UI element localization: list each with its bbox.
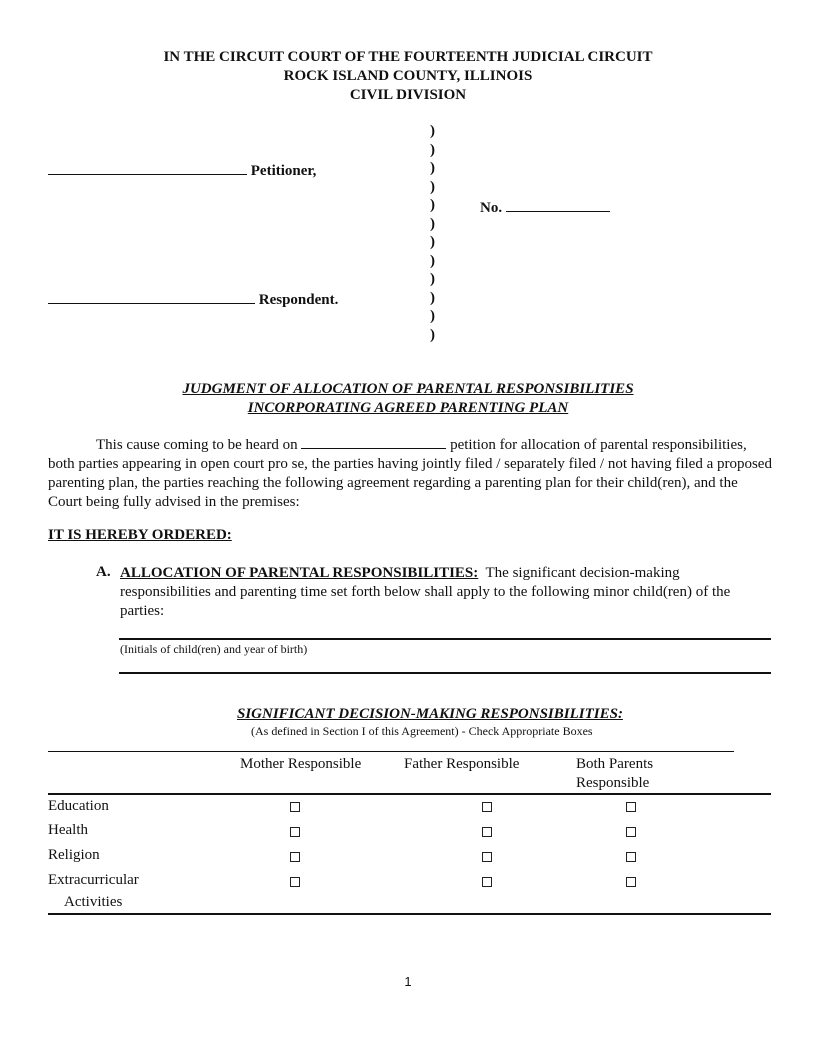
checkbox-religion-father[interactable]	[482, 852, 492, 862]
county-name: ROCK ISLAND COUNTY, ILLINOIS	[283, 68, 533, 84]
table-bottom-rule	[48, 913, 771, 915]
document-title-line2: INCORPORATING AGREED PARENTING PLAN	[247, 400, 569, 416]
checkbox-religion-mother[interactable]	[290, 852, 300, 862]
column-father: Father Responsible	[404, 756, 520, 772]
decision-table-title: SIGNIFICANT DECISION-MAKING RESPONSIBILITIES:	[237, 706, 623, 722]
row-label-health: Health	[48, 822, 88, 838]
document-title-line1: JUDGMENT OF ALLOCATION OF PARENTAL RESPONSIBILITIES	[182, 381, 634, 397]
checkbox-extracurricular-father[interactable]	[482, 877, 492, 887]
checkbox-education-both[interactable]	[626, 802, 636, 812]
petitioner-name-field[interactable]	[48, 160, 247, 175]
ordered-heading: IT IS HEREBY ORDERED:	[48, 527, 232, 543]
checkbox-education-mother[interactable]	[290, 802, 300, 812]
children-caption: (Initials of child(ren) and year of birth)	[120, 642, 308, 656]
checkbox-health-mother[interactable]	[290, 827, 300, 837]
children-entry-line[interactable]	[119, 638, 771, 640]
column-both: Both Parents Responsible	[576, 756, 654, 791]
table-header-rule	[48, 793, 771, 795]
petitioner-row	[48, 160, 316, 180]
section-a-paragraph: ALLOCATION OF PARENTAL RESPONSIBILITIES: The significant decision-making responsibilities and parenting time set forth below shall apply to the following minor child(ren) of the parties:	[120, 565, 731, 619]
case-number-row	[480, 197, 610, 217]
page-number: 1	[404, 974, 412, 989]
checkbox-health-father[interactable]	[482, 827, 492, 837]
section-a-letter: A.	[96, 564, 111, 580]
respondent-label: Respondent.	[258, 292, 339, 308]
table-top-rule	[48, 751, 734, 752]
case-number-field[interactable]	[506, 197, 610, 212]
children-entry-line-2[interactable]	[119, 672, 771, 674]
row-label-education: Education	[48, 798, 109, 814]
intro-paragraph: This cause coming to be heard on petition for allocation of parental responsibilities, both parties appearing in open court pro se, the parties having jointly filed / separately filed / not having filed a proposed parenting plan, the parties reaching the following agreement regarding a parenting plan for their child(ren), and the Court being fully advised in the premises:	[48, 434, 773, 512]
caption-parentheses: ) ) ) ) ) ) ) ) ) ) ) )	[430, 123, 435, 343]
section-a-heading: ALLOCATION OF PARENTAL RESPONSIBILITIES:	[120, 565, 479, 581]
row-label-religion: Religion	[48, 847, 100, 863]
row-label-activities: Activities	[64, 894, 123, 910]
respondent-row	[48, 289, 338, 309]
checkbox-extracurricular-mother[interactable]	[290, 877, 300, 887]
checkbox-health-both[interactable]	[626, 827, 636, 837]
court-name: IN THE CIRCUIT COURT OF THE FOURTEENTH JUDICIAL CIRCUIT	[163, 49, 653, 65]
respondent-name-field[interactable]	[48, 289, 255, 304]
checkbox-education-father[interactable]	[482, 802, 492, 812]
petitioner-label: Petitioner,	[250, 163, 317, 179]
row-label-extracurricular: Extracurricular	[48, 872, 139, 888]
decision-table-subtitle: (As defined in Section I of this Agreement) - Check Appropriate Boxes	[251, 724, 593, 738]
case-number-label: No.	[480, 200, 503, 216]
petitioner-party-field[interactable]	[301, 434, 446, 449]
checkbox-religion-both[interactable]	[626, 852, 636, 862]
division-name: CIVIL DIVISION	[349, 87, 467, 103]
checkbox-extracurricular-both[interactable]	[626, 877, 636, 887]
column-mother: Mother Responsible	[240, 756, 362, 772]
